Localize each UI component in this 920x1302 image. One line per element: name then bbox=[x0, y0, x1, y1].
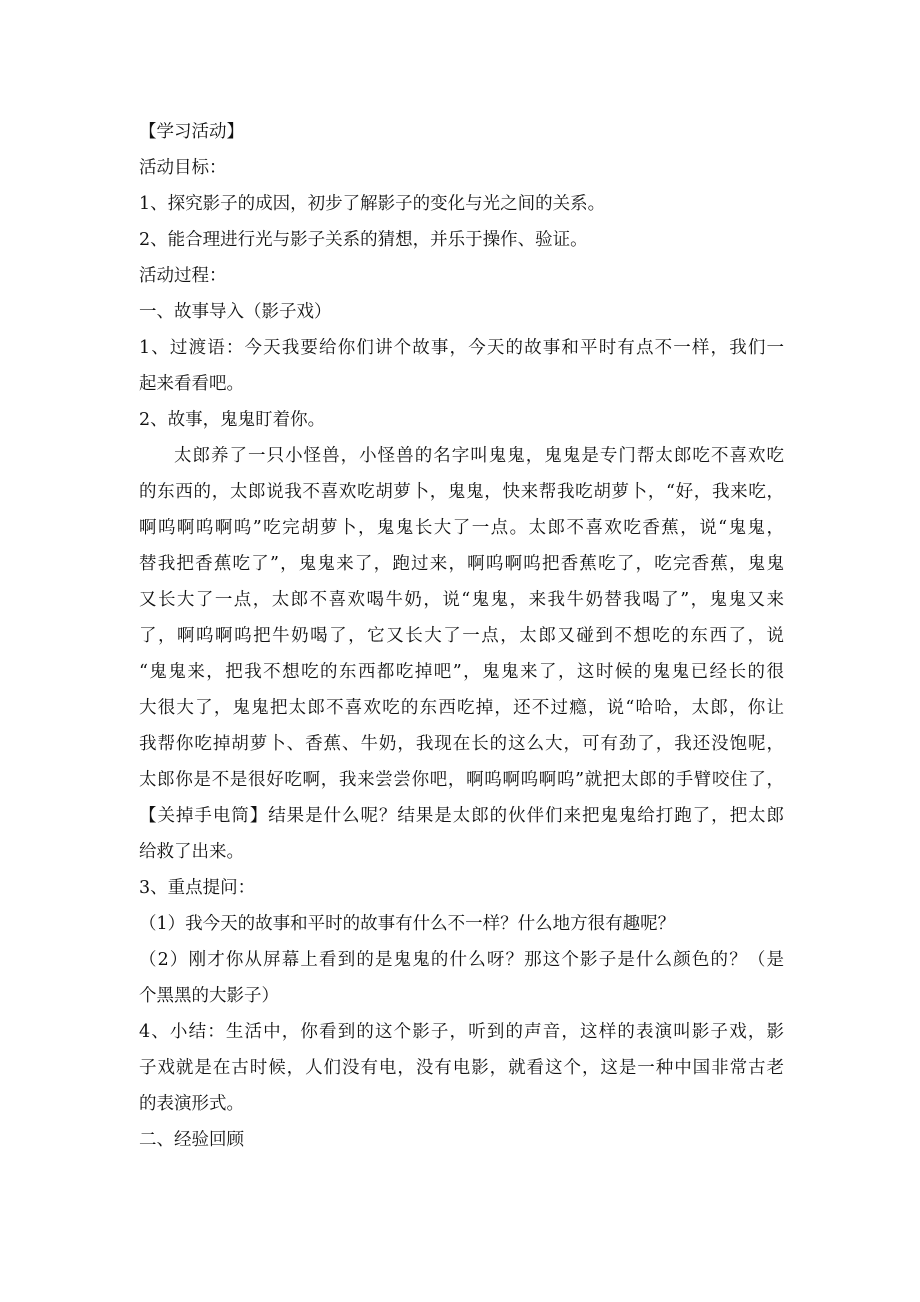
goal-1: 1、探究影子的成因，初步了解影子的变化与光之间的关系。 bbox=[139, 194, 606, 214]
heading: 【学习活动】 bbox=[139, 122, 244, 142]
question-2-line-1: （2）刚才你从屏幕上看到的是鬼鬼的什么呀？那这个影子是什么颜色的？（是 bbox=[139, 950, 784, 970]
goals-label: 活动目标： bbox=[139, 158, 227, 178]
transition-line-1: 1、过渡语：今天我要给你们讲个故事，今天的故事和平时有点不一样，我们一 bbox=[139, 338, 784, 358]
story-line-8: 大很大了，鬼鬼把太郎不喜欢吃的东西吃掉，还不过瘾，说“哈哈，太郎，你让 bbox=[139, 698, 784, 718]
story-line-4: 替我把香蕉吃了”，鬼鬼来了，跑过来，啊呜啊呜把香蕉吃了，吃完香蕉，鬼鬼 bbox=[139, 554, 784, 574]
document-body bbox=[139, 114, 784, 1158]
story-title: 2、故事，鬼鬼盯着你。 bbox=[139, 410, 326, 430]
story-line-1: 太郎养了一只小怪兽，小怪兽的名字叫鬼鬼，鬼鬼是专门帮太郎吃不喜欢吃 bbox=[174, 446, 784, 466]
story-line-11: 【关掉手电筒】结果是什么呢？结果是太郎的伙伴们来把鬼鬼给打跑了，把太郎 bbox=[139, 806, 784, 826]
summary-line-3: 的表演形式。 bbox=[139, 1094, 244, 1114]
section2-title: 二、经验回顾 bbox=[139, 1130, 244, 1150]
story-line-5: 又长大了一点，太郎不喜欢喝牛奶，说“鬼鬼，来我牛奶替我喝了”，鬼鬼又来 bbox=[139, 590, 784, 610]
story-line-9: 我帮你吃掉胡萝卜、香蕉、牛奶，我现在长的这么大，可有劲了，我还没饱呢， bbox=[139, 734, 784, 754]
question-2-line-2: 个黑黑的大影子） bbox=[139, 986, 279, 1006]
story-line-10: 太郎你是不是很好吃啊，我来尝尝你吧，啊呜啊呜啊呜”就把太郎的手臂咬住了， bbox=[139, 770, 784, 790]
story-line-2: 的东西的，太郎说我不喜欢吃胡萝卜，鬼鬼，快来帮我吃胡萝卜，“好，我来吃， bbox=[139, 482, 784, 502]
story-line-6: 了，啊呜啊呜把牛奶喝了，它又长大了一点，太郎又碰到不想吃的东西了，说 bbox=[139, 626, 784, 646]
key-questions-label: 3、重点提问： bbox=[139, 878, 256, 898]
section1-title: 一、故事导入（影子戏） bbox=[139, 302, 332, 322]
question-1: （1）我今天的故事和平时的故事有什么不一样？什么地方很有趣呢？ bbox=[139, 914, 676, 934]
summary-line-1: 4、小结：生活中，你看到的这个影子，听到的声音，这样的表演叫影子戏，影 bbox=[139, 1022, 784, 1042]
story-line-7: “鬼鬼来，把我不想吃的东西都吃掉吧”，鬼鬼来了，这时候的鬼鬼已经长的很 bbox=[139, 662, 784, 682]
process-label: 活动过程： bbox=[139, 266, 227, 286]
goal-2: 2、能合理进行光与影子关系的猜想，并乐于操作、验证。 bbox=[139, 230, 588, 250]
transition-line-2: 起来看看吧。 bbox=[139, 374, 244, 394]
summary-line-2: 子戏就是在古时候，人们没有电，没有电影，就看这个，这是一种中国非常古老 bbox=[139, 1058, 784, 1078]
story-line-12: 给救了出来。 bbox=[139, 842, 244, 862]
story-line-3: 啊呜啊呜啊呜”吃完胡萝卜，鬼鬼长大了一点。太郎不喜欢吃香蕉，说“鬼鬼， bbox=[139, 518, 784, 538]
